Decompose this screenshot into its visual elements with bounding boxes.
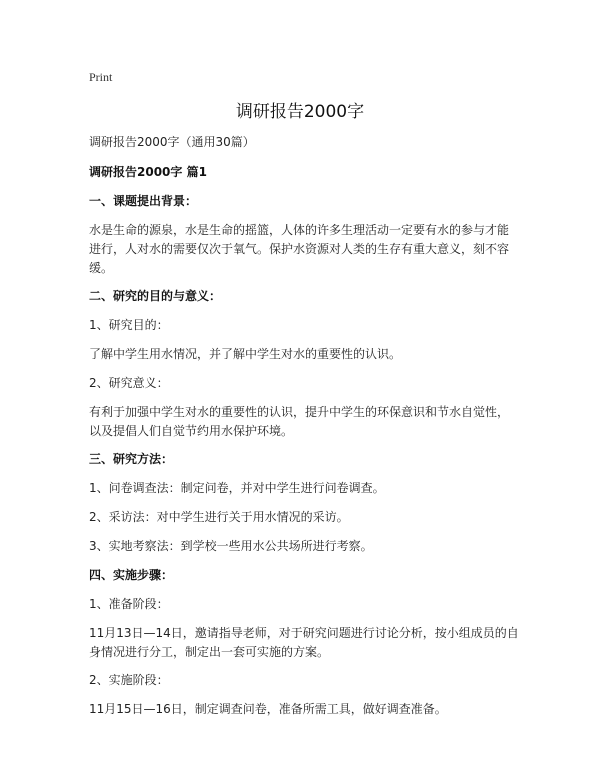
method-item-3: 3、实地考察法：到学校一些用水公共场所进行考察。 — [89, 539, 373, 553]
section-heading-method: 三、研究方法： — [89, 452, 174, 466]
print-link[interactable]: Print — [89, 70, 113, 84]
step-2-label: 2、实施阶段： — [89, 673, 169, 687]
section-heading-background: 一、课题提出背景： — [89, 194, 198, 208]
purpose-item-2-label: 2、研究意义： — [89, 376, 169, 390]
purpose-item-1-label: 1、研究目的： — [89, 318, 169, 332]
step-2-text: 11月15日—16日，制定调查问卷，准备所需工具，做好调查准备。 — [89, 702, 447, 716]
method-item-2: 2、采访法：对中学生进行关于用水情况的采访。 — [89, 510, 349, 524]
purpose-item-1-text: 了解中学生用水情况，并了解中学生对水的重要性的认识。 — [89, 347, 402, 361]
article-heading: 调研报告2000字 篇1 — [89, 165, 207, 179]
step-1-text: 11月13日—14日，邀请指导老师，对于研究问题进行讨论分析，按小组成员的自身情况进行分工，制定出一套可实施的方案。 — [89, 626, 519, 659]
page-title: 调研报告2000字 — [235, 102, 365, 122]
background-paragraph: 水是生命的源泉，水是生命的摇篮，人体的许多生理活动一定要有水的参与才能进行，人对水的需要仅次于氧气。保护水资源对人类的生存有重大意义，刻不容缓。 — [89, 223, 510, 275]
document-subtitle: 调研报告2000字（通用30篇） — [89, 135, 255, 149]
purpose-item-2-text: 有利于加强中学生对水的重要性的认识，提升中学生的环保意识和节水自觉性，以及提倡人们自觉节约用水保护环境。 — [89, 405, 510, 438]
method-item-1: 1、问卷调查法：制定问卷，并对中学生进行问卷调查。 — [89, 481, 385, 495]
step-1-label: 1、准备阶段： — [89, 597, 169, 611]
section-heading-steps: 四、实施步骤： — [89, 568, 174, 582]
section-heading-purpose: 二、研究的目的与意义： — [89, 289, 222, 303]
document-body — [89, 133, 519, 729]
